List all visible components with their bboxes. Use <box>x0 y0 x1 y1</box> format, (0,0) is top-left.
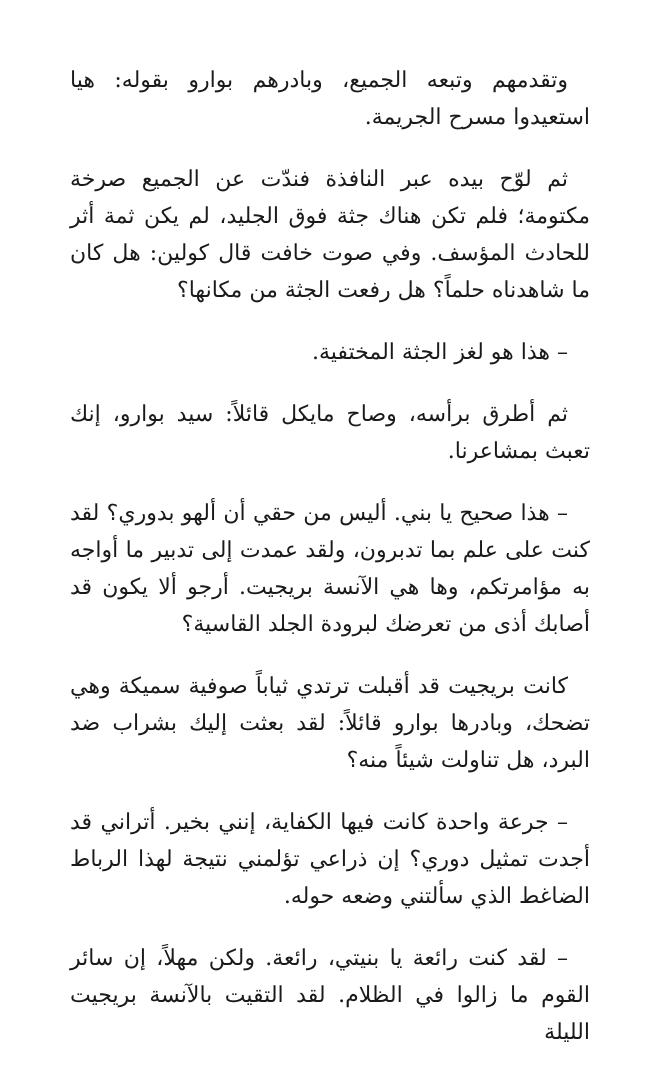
paragraph-7: – جرعة واحدة كانت فيها الكفاية، إنني بخير. أتراني قد أجدت تمثيل دوري؟ إن ذراعي تؤلمني نتيجة لهذا الرباط الضاغط الذي سألتني وضعه حوله. <box>70 810 590 909</box>
paragraph-8: – لقد كنت رائعة يا بنيتي، رائعة. ولكن مهلاً، إن سائر القوم ما زالوا في الظلام. لقد التقيت بالآنسة بريجيت الليلة <box>70 946 590 1045</box>
paragraph-6: كانت بريجيت قد أقبلت ترتدي ثياباً صوفية سميكة وهي تضحك، وبادرها بوارو قائلاً: لقد بعثت إليك بشراب ضد البرد، هل تناولت شيئاً منه؟ <box>70 674 590 773</box>
paragraph-1: وتقدمهم وتبعه الجميع، وبادرهم بوارو بقوله: هيا استعيدوا مسرح الجريمة. <box>70 68 590 130</box>
paragraph-3: – هذا هو لغز الجثة المختفية. <box>311 340 568 365</box>
paragraph-4: ثم أطرق برأسه، وصاح مايكل قائلاً: سيد بوارو، إنك تعبث بمشاعرنا. <box>70 402 590 464</box>
book-page <box>70 62 590 1076</box>
paragraph-5: – هذا صحيح يا بني. أليس من حقي أن ألهو بدوري؟ لقد كنت على علم بما تدبرون، ولقد عمدت إلى تدبير ما أواجه به مؤامرتكم، وها هي الآنسة بريجيت. أرجو ألا يكون قد أصابك أذى من تعرضك لبرودة الجلد القاسية؟ <box>70 501 590 637</box>
paragraph-2: ثم لوّح بيده عبر النافذة فندّت عن الجميع صرخة مكتومة؛ فلم تكن هناك جثة فوق الجليد، لم يكن ثمة أثر للحادث المؤسف. وفي صوت خافت قال كولين: هل كان ما شاهدناه حلماً؟ هل رفعت الجثة من مكانها؟ <box>70 167 590 303</box>
